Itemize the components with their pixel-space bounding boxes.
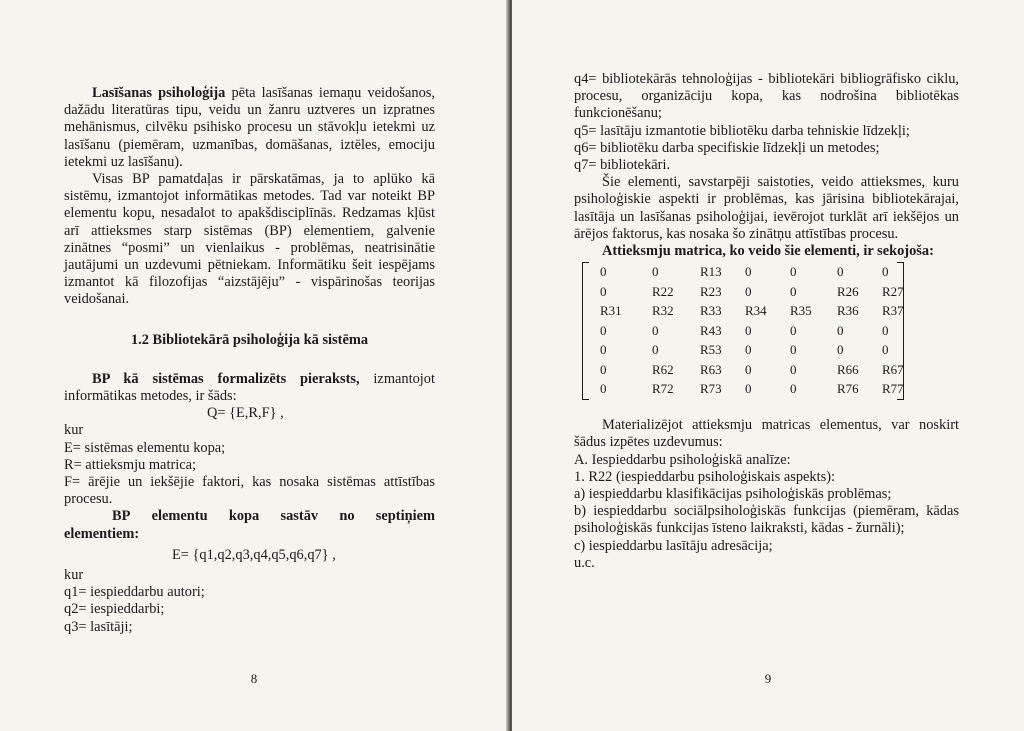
elements-heading-line — [64, 508, 435, 525]
matrix-cell: 0 — [745, 342, 752, 358]
matrix-heading: Attieksmju matrica, ko veido šie elementi, ir sekojoša: — [602, 243, 934, 260]
matrix-cell: R62 — [652, 361, 674, 377]
paragraph-bp-system: Visas BP pamatdaļas ir pārskatāmas, ja to aplūko kā sistēmu, izmantojot informātikas metodes. Tad var noteikt BP elementu kopu, nesadalot to apakšdisciplīnās. Redzamas kļūst arī attieksmes starp sistēmas (BP) elementiem, galvenie zinātnes “posmi” un vienlaikus - problēmas, neatrisinātie jautājumi un uzdevumi pētniekam. Informātiku šeit iespējams izmantot kā filozofijas “aizstājēju” - vispārinošas teorijas veidošanai. — [64, 171, 435, 308]
matrix-cell: 0 — [790, 342, 797, 358]
left-page — [0, 0, 508, 731]
element-q5: q5= lasītāju izmantotie bibliotēku darba tehniskie līdzekļi; — [574, 122, 910, 139]
list-item-b-sub: b) iespieddarbu sociālpsiholoģiskās funkcijas (piemēram, kādas psiholoģiskās funkcijas īsteno laikraksti, kādas - žurnāli); — [574, 503, 959, 537]
matrix-cell: 0 — [882, 322, 889, 338]
list-item-1: 1. R22 (iespieddarbu psiholoģiskais aspekts): — [574, 468, 835, 485]
matrix-cell: R72 — [652, 381, 674, 397]
matrix-cell: 0 — [600, 342, 607, 358]
matrix-row — [600, 263, 894, 282]
matrix-left-bracket — [582, 262, 589, 400]
matrix-cell: R73 — [700, 381, 722, 397]
bold-term: Lasīšanas psiholoģija — [92, 85, 226, 101]
matrix-cell: R67 — [882, 361, 904, 377]
matrix-cell: R35 — [790, 303, 812, 319]
relation-matrix — [574, 260, 904, 403]
element-q2: q2= iespieddarbi; — [64, 601, 165, 618]
bold-term: BP kā sistēmas formalizēts pieraksts, — [92, 370, 360, 387]
matrix-row — [600, 322, 894, 341]
word: septiņiem — [375, 508, 435, 525]
matrix-cell: R32 — [652, 303, 674, 319]
matrix-cell: R36 — [837, 303, 859, 319]
matrix-cell: 0 — [790, 264, 797, 280]
word: no — [339, 508, 355, 525]
word: kopa — [228, 508, 260, 525]
equation-q: Q= {E,R,F} , — [207, 405, 284, 422]
element-q7: q7= bibliotekāri. — [574, 157, 671, 174]
matrix-cell: 0 — [882, 264, 889, 280]
paragraph-reading-psychology — [64, 85, 435, 171]
matrix-cell: R33 — [700, 303, 722, 319]
list-item-c-sub: c) iespieddarbu lasītāju adresācija; — [574, 537, 773, 554]
left-text-column — [64, 85, 435, 636]
definition-r: R= attieksmju matrica; — [64, 456, 197, 473]
list-item-etc: u.c. — [574, 554, 595, 571]
matrix-cell: R53 — [700, 342, 722, 358]
matrix-cell: 0 — [745, 264, 752, 280]
matrix-cell: 0 — [790, 283, 797, 299]
equation-e: E= {q1,q2,q3,q4,q5,q6,q7} , — [172, 546, 336, 563]
element-q4: q4= bibliotekārās tehnoloģijas - bibliotekāri bibliogrāfisko ciklu, procesu, organizāciju kopa, kas nodrošina bibliotēkas funkcionēšanu; — [574, 71, 959, 122]
element-q1: q1= iespieddarbu autori; — [64, 584, 205, 601]
matrix-row — [600, 283, 904, 302]
matrix-cell: R66 — [837, 361, 859, 377]
definition-f: F= ārējie un iekšējie faktori, kas nosaka sistēmas attīstības procesu. — [64, 474, 435, 508]
matrix-cell: R76 — [837, 381, 859, 397]
matrix-cell: 0 — [652, 342, 659, 358]
matrix-cell: 0 — [837, 264, 844, 280]
matrix-cell: R63 — [700, 361, 722, 377]
word: BP — [112, 508, 131, 525]
element-q6: q6= bibliotēku darba specifiskie līdzekļi un metodes; — [574, 139, 880, 156]
paragraph-text: pēta lasīšanas iemaņu veidošanos, dažādu literatūras tipu, veidu un žanru uztveres un izpratnes mehānismus, cilvēku psihisko procesu un stāvokļu ietekmi uz lasīšanu (piemēram, uzmanības, domāšanas, iztēles, emociju ietekmi uz lasīšanu). — [64, 85, 435, 170]
matrix-cell: R27 — [882, 283, 904, 299]
paragraph-formal-notation — [64, 371, 435, 405]
matrix-cell: R34 — [745, 303, 767, 319]
matrix-cell: R37 — [882, 303, 904, 319]
matrix-cell: 0 — [600, 264, 607, 280]
matrix-cell: 0 — [790, 361, 797, 377]
matrix-cell: 0 — [745, 283, 752, 299]
page-number-right: 9 — [764, 671, 772, 686]
paragraph-elements-relations: Šie elementi, savstarpēji saistoties, veido attieksmes, kuru psiholoģiskie aspekti ir problēmas, kas jārisina bibliotekārajai, lasītāja un lasīšanas psiholoģijai, ievērojot turklāt arī iekšējos un ārējos faktorus, kas nosaka šo zinātņu attīstības procesu. — [574, 174, 959, 242]
matrix-cell: 0 — [837, 322, 844, 338]
matrix-cell: 0 — [745, 322, 752, 338]
matrix-cell: 0 — [652, 322, 659, 338]
matrix-cell: R26 — [837, 283, 859, 299]
word: sastāv — [280, 508, 319, 525]
matrix-cell: 0 — [652, 264, 659, 280]
matrix-row — [600, 341, 894, 360]
matrix-cell: R22 — [652, 283, 674, 299]
paragraph-materializing: Materializējot attieksmju matricas elementus, var noskirt šādus izpētes uzdevumus: — [574, 417, 959, 451]
matrix-cell: 0 — [790, 381, 797, 397]
matrix-cell: 0 — [745, 361, 752, 377]
paragraph-text: izmantojot informātikas metodes, ir šāds: — [64, 370, 435, 405]
matrix-cell: 0 — [745, 381, 752, 397]
kur-label: kur — [64, 567, 84, 584]
right-page — [512, 0, 1024, 731]
matrix-cell: 0 — [600, 283, 607, 299]
list-item-a-sub: a) iespieddarbu klasifikācijas psiholoģiskās problēmas; — [574, 486, 892, 503]
matrix-cell: 0 — [882, 342, 889, 358]
matrix-row — [600, 302, 904, 321]
matrix-grid — [582, 262, 904, 402]
page-number-left: 8 — [250, 671, 258, 686]
matrix-cell: R31 — [600, 303, 622, 319]
matrix-cell: 0 — [600, 322, 607, 338]
word: elementu — [151, 508, 208, 525]
matrix-cell: R13 — [700, 264, 722, 280]
matrix-cell: 0 — [790, 322, 797, 338]
matrix-row — [600, 380, 904, 399]
section-heading: 1.2 Bibliotekārā psiholoģija kā sistēma — [130, 331, 369, 348]
elements-heading-end: elementiem: — [64, 525, 140, 542]
list-item-a: A. Iespieddarbu psiholoģiskā analīze: — [574, 451, 791, 468]
matrix-cell: 0 — [600, 381, 607, 397]
definition-e: E= sistēmas elementu kopa; — [64, 439, 226, 456]
element-q3: q3= lasītāji; — [64, 618, 133, 635]
matrix-cell: 0 — [600, 361, 607, 377]
kur-label: kur — [64, 422, 84, 439]
right-text-column — [574, 71, 959, 572]
matrix-cell: R77 — [882, 381, 904, 397]
matrix-cell: R23 — [700, 283, 722, 299]
matrix-cell: R43 — [700, 322, 722, 338]
matrix-cell: 0 — [837, 342, 844, 358]
matrix-row — [600, 361, 904, 380]
